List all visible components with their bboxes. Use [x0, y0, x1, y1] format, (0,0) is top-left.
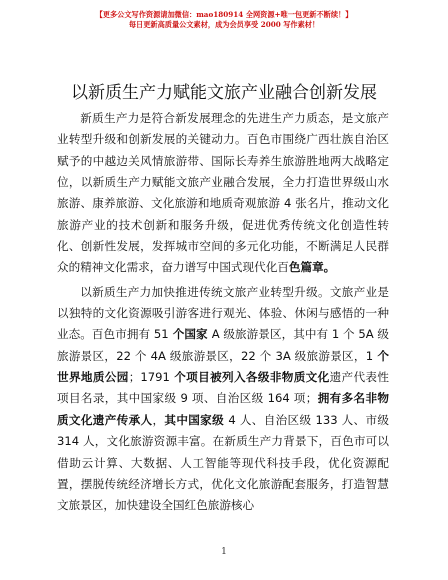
document-body [57, 108, 389, 517]
paragraph2-run: ； [128, 370, 141, 385]
paragraph2-run: 22 [116, 348, 131, 363]
paragraph1-run: 新质生产力是符合新发展理念的先进生产力质态，是文旅产业转型升级和创新发展的关键动力。百色市围绕广西壮族自治区赋予的中越边关风情旅游带、国际长寿养生旅游胜地两大战略定位，以新质生产力赋能文旅产业融合发展，全力打造世界级山水旅游、康养旅游、文化旅游和地质奇观旅游 [57, 111, 389, 211]
paragraph2-run: 4 [228, 412, 236, 427]
document-title: 以新质生产力赋能文旅产业融合创新发展 [71, 83, 377, 103]
paragraph2-run: 1 [331, 327, 340, 342]
paragraph2-run: 人、自治区级 [235, 412, 316, 427]
paragraph2-run: 5A [358, 327, 374, 342]
paragraph2-run: 133 [315, 412, 338, 427]
paragraph-2 [57, 282, 389, 517]
paragraph2-run: 22 [240, 348, 256, 363]
paragraph1-run: 张名片，推动文化旅游产业的技术创新和服务升级，促进优秀传统文化创造性转化、创新性发展，发挥城市空间的多元化功能，不断满足人民群众的精神文化需求，奋力谱写中国式现代化百 [57, 196, 390, 275]
paragraph2-run: 1791 [140, 370, 170, 385]
banner-line-2: 每日更新高质量公文素材，成为会员享受 2000 写作素材！ [128, 20, 320, 29]
paragraph2-run: 级旅游景区， [57, 327, 390, 363]
paragraph2-run: 个 [339, 327, 359, 342]
paragraph2-run: 1 [365, 348, 374, 363]
header-banner [0, 10, 448, 30]
paragraph-1 [57, 108, 389, 279]
paragraph2-run: 314 [57, 434, 80, 449]
paragraph2-run: 其中国家级 [164, 412, 229, 427]
paragraph2-run: 级旅游景区，其中有 [219, 327, 332, 342]
paragraph1-run: 4 [283, 196, 292, 211]
paragraph2-run: 个 [130, 348, 151, 363]
paragraph2-run: 以新质生产力加快推进传统文旅产业转型升级。文旅产业是以独特的文化资源吸引游客进行观光、体验、休闲与感悟的一种业态。百色市拥有 [57, 284, 389, 342]
paragraph2-run: 个项目被列入各级非物质文化 [169, 370, 330, 385]
paragraph2-run: 个国家 [168, 327, 212, 342]
banner-line-1: 【更多公文写作资源请加微信：mao180914 全网资源+唯一包更新不断续！】 [95, 10, 353, 19]
paragraph1-run: 色篇章。 [288, 260, 336, 275]
paragraph2-run: 人，文化旅游资源丰富。在新质生产力背景下，百色市可以借助云计算、大数据、人工智能等现代科技手段，优化资源配置，摆脱传统经济增长方式，优化文化旅游配套服务，打造智慧文旅景区，加快建设全国红色旅游核心 [57, 434, 389, 513]
page-number: 1 [221, 547, 227, 557]
paragraph2-run: 级旅游景区， [165, 348, 241, 363]
paragraph2-run: 9 [180, 391, 188, 406]
paragraph2-run: 人、市级 [337, 412, 389, 427]
paragraph2-run: ， [152, 412, 165, 427]
paragraph2-run: 项； [289, 391, 318, 406]
paragraph2-run: 个世界地质公园 [57, 348, 390, 385]
paragraph2-run: 164 [267, 391, 290, 406]
paragraph2-run: 遗产代表性项目名录，其中国家级 [57, 370, 389, 406]
paragraph2-run: 3A [275, 348, 291, 363]
paragraph2-run: 级旅游景区， [290, 348, 366, 363]
paragraph2-run: A [211, 327, 220, 342]
paragraph2-run: 4A [150, 348, 166, 363]
paragraph2-run: 51 [153, 327, 169, 342]
paragraph2-run: 项、自治区级 [187, 391, 268, 406]
paragraph2-run: 拥有多名非物质文化遗产传承人 [57, 391, 390, 427]
paragraph2-run: 个 [255, 348, 276, 363]
